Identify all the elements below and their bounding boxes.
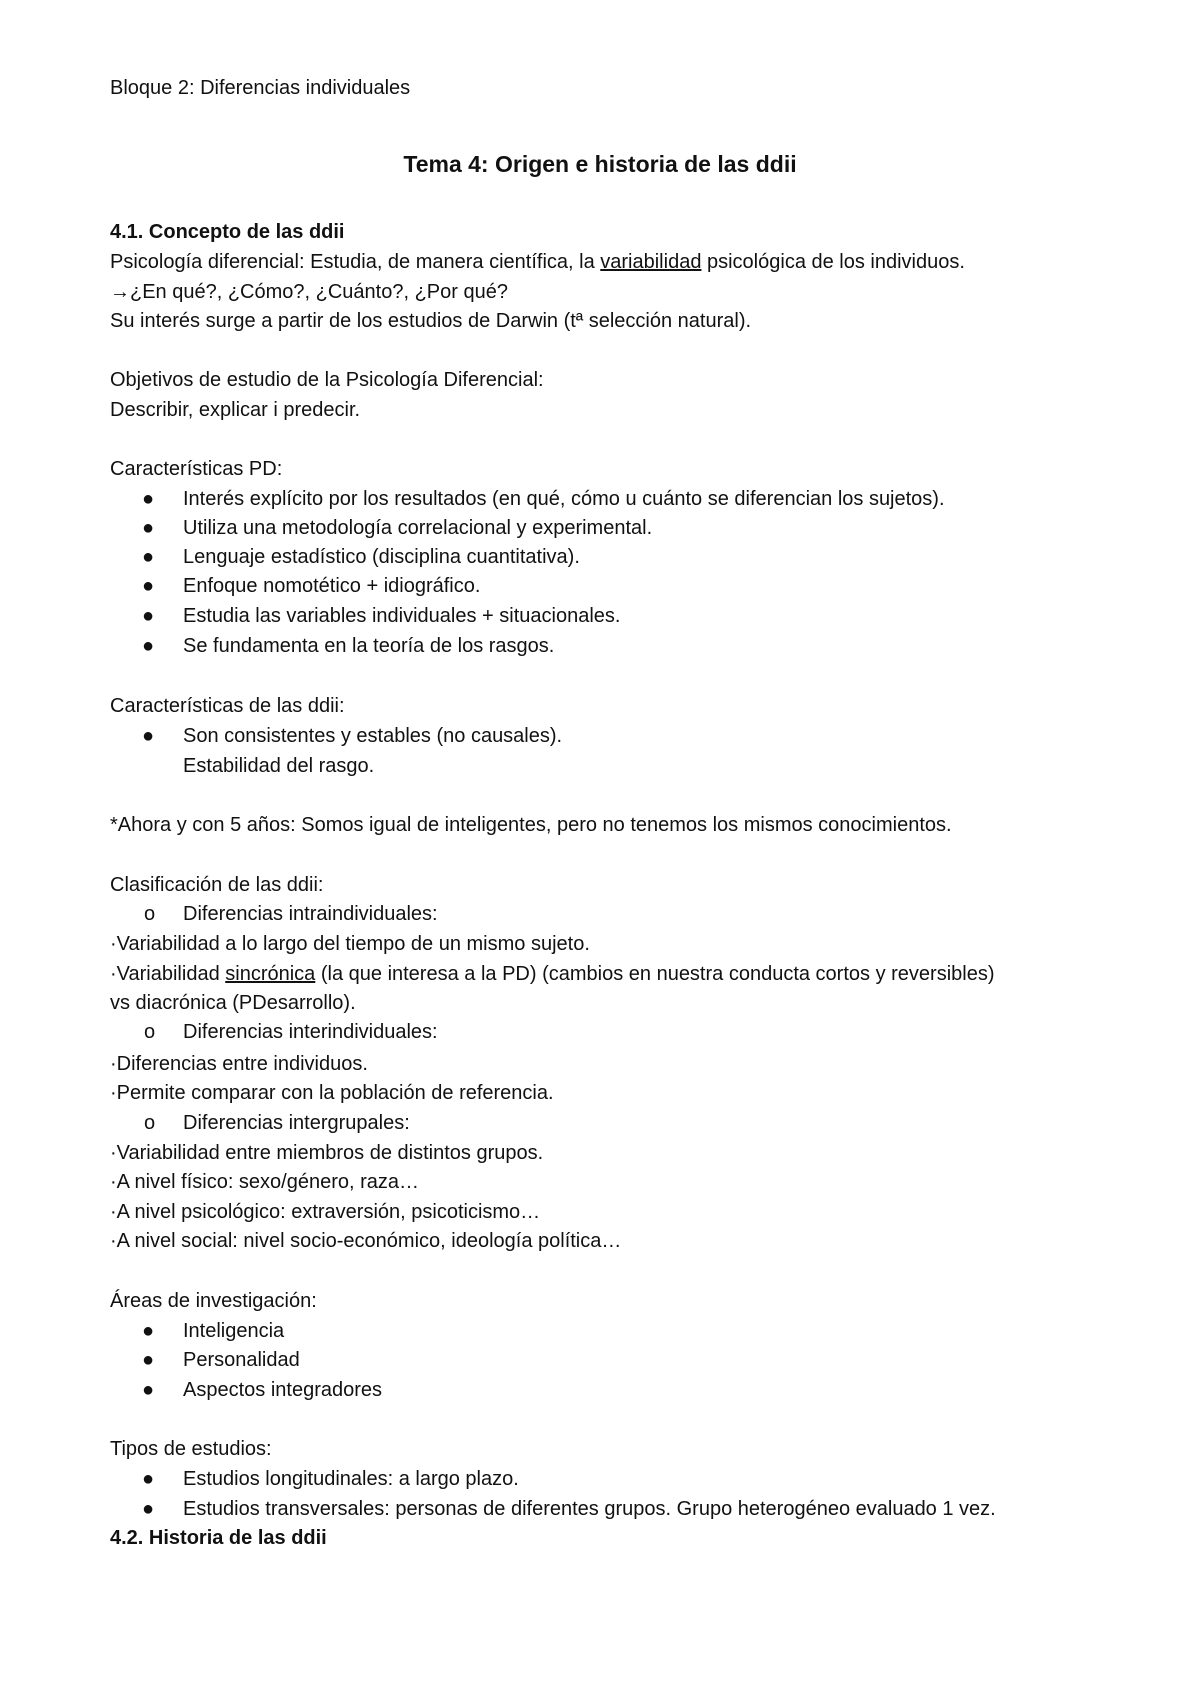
areas-title: Áreas de investigación: (110, 1290, 317, 1312)
objectives-title: Objetivos de estudio de la Psicología Diferencial: (110, 369, 544, 391)
list-item: Se fundamenta en la teoría de los rasgos. (183, 635, 555, 657)
bullet-icon: ● (142, 546, 155, 568)
inter-title: Diferencias interindividuales: (183, 1021, 438, 1043)
circle-bullet-icon: o (144, 903, 156, 925)
intra-line-1: ·Variabilidad a lo largo del tiempo de un mismo sujeto. (110, 933, 590, 955)
pd-characteristics-title: Características PD: (110, 458, 283, 480)
inter-line-1: ·Diferencias entre individuos. (110, 1053, 368, 1075)
block-header: Bloque 2: Diferencias individuales (110, 77, 411, 99)
list-item: Enfoque nomotético + idiográfico. (183, 575, 481, 597)
intra-line-3: vs diacrónica (PDesarrollo). (110, 992, 356, 1014)
underlined-term-variabilidad: variabilidad (600, 251, 702, 273)
list-item: Inteligencia (183, 1320, 285, 1342)
intra-title: Diferencias intraindividuales: (183, 903, 438, 925)
ddii-characteristics-title: Características de las ddii: (110, 695, 345, 717)
objectives-text: Describir, explicar i predecir. (110, 399, 361, 421)
list-item: Estudios transversales: personas de diferentes grupos. Grupo heterogéneo evaluado 1 vez. (183, 1498, 996, 1520)
list-item-subtext: Estabilidad del rasgo. (183, 755, 375, 777)
bullet-icon: ● (142, 1379, 155, 1401)
definition-line (110, 250, 965, 274)
study-types-title: Tipos de estudios: (110, 1438, 272, 1460)
list-item: Personalidad (183, 1349, 300, 1371)
questions-text: ¿En qué?, ¿Cómo?, ¿Cuánto?, ¿Por qué? (130, 281, 508, 303)
intra-text: ·Variabilidad (110, 963, 226, 985)
definition-text: Psicología diferencial: Estudia, de manera científica, la (110, 251, 601, 273)
section-4-1-heading: 4.1. Concepto de las ddii (110, 221, 345, 243)
list-item: Interés explícito por los resultados (en qué, cómo u cuánto se diferencian los sujetos). (183, 488, 945, 510)
bullet-icon: ● (142, 488, 155, 510)
bullet-icon: ● (142, 725, 155, 747)
list-item: Aspectos integradores (183, 1379, 383, 1401)
bullet-icon: ● (142, 575, 155, 597)
intergroup-line-4: ·A nivel social: nivel socio-económico, ideología política… (110, 1230, 622, 1252)
bullet-icon: ● (142, 1320, 155, 1342)
section-4-2-heading: 4.2. Historia de las ddii (110, 1527, 327, 1549)
intergroup-title: Diferencias intergrupales: (183, 1112, 410, 1134)
intra-line-2 (110, 962, 995, 986)
list-item: Estudia las variables individuales + situacionales. (183, 605, 621, 627)
definition-text-end: psicológica de los individuos. (701, 251, 965, 273)
intergroup-line-1: ·Variabilidad entre miembros de distintos grupos. (110, 1142, 544, 1164)
list-item: Utiliza una metodología correlacional y experimental. (183, 517, 653, 539)
inter-line-2: ·Permite comparar con la población de referencia. (110, 1082, 554, 1104)
questions-line (110, 280, 508, 304)
intergroup-line-2: ·A nivel físico: sexo/género, raza… (110, 1171, 420, 1193)
intra-text-end: (la que interesa a la PD) (cambios en nuestra conducta cortos y reversibles) (315, 963, 995, 985)
bullet-icon: ● (142, 605, 155, 627)
classification-title: Clasificación de las ddii: (110, 874, 324, 896)
circle-bullet-icon: o (144, 1021, 156, 1043)
bullet-icon: ● (142, 517, 155, 539)
bullet-icon: ● (142, 1349, 155, 1371)
list-item: Son consistentes y estables (no causales). (183, 725, 563, 747)
underlined-term-sincronica: sincrónica (225, 963, 316, 985)
intergroup-line-3: ·A nivel psicológico: extraversión, psicoticismo… (110, 1201, 541, 1223)
bullet-icon: ● (142, 1468, 155, 1490)
list-item: Estudios longitudinales: a largo plazo. (183, 1468, 519, 1490)
circle-bullet-icon: o (144, 1112, 156, 1134)
arrow-icon: → (110, 281, 130, 303)
darwin-line: Su interés surge a partir de los estudios de Darwin (tª selección natural). (110, 310, 752, 332)
note-line: *Ahora y con 5 años: Somos igual de inteligentes, pero no tenemos los mismos conocimientos. (110, 814, 952, 836)
bullet-icon: ● (142, 1498, 155, 1520)
page-title: Tema 4: Origen e historia de las ddii (403, 151, 797, 177)
bullet-icon: ● (142, 635, 155, 657)
list-item: Lenguaje estadístico (disciplina cuantitativa). (183, 546, 580, 568)
